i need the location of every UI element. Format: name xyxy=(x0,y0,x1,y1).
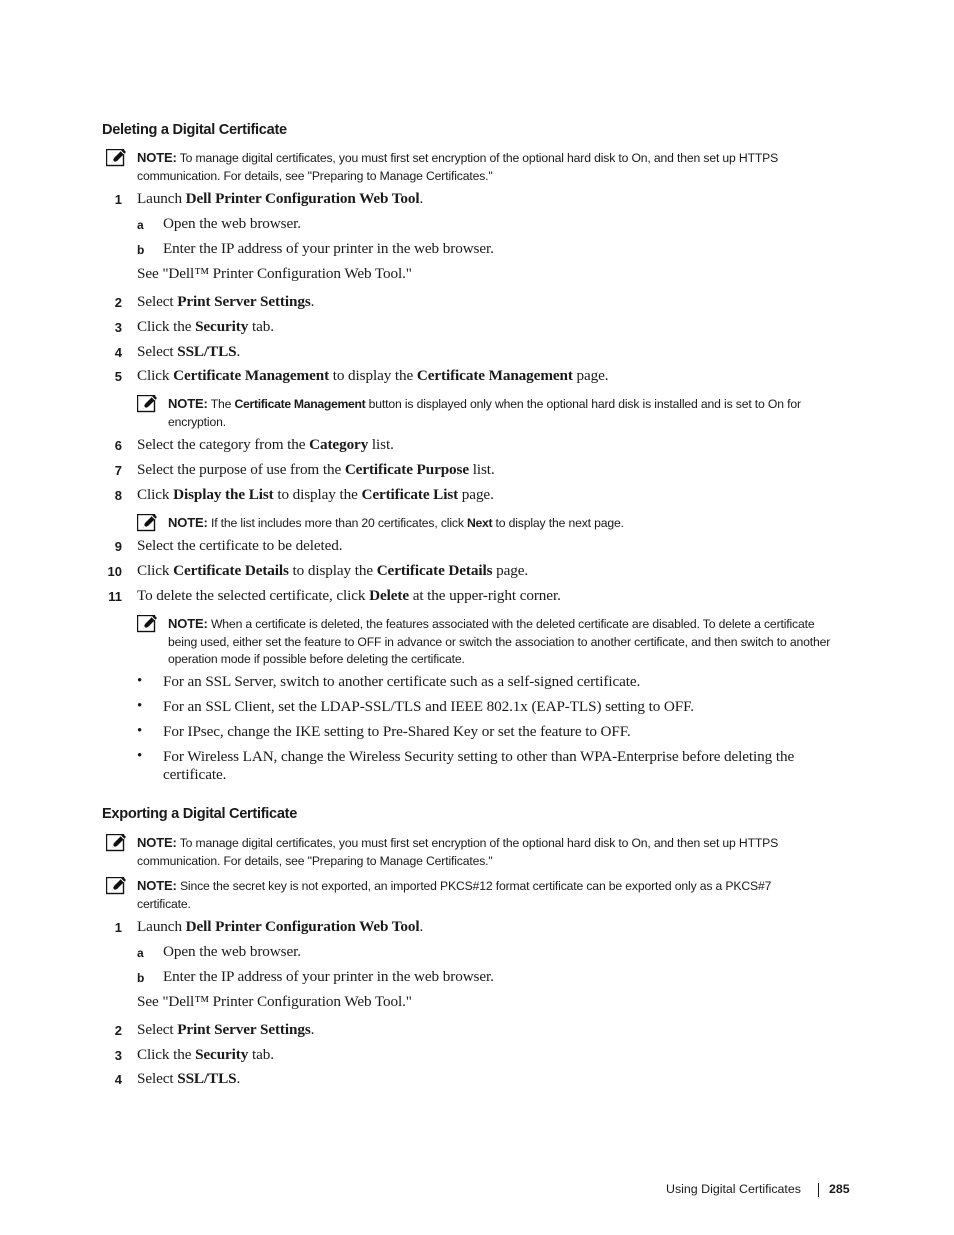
step-number: 4 xyxy=(114,1072,122,1087)
note-box xyxy=(137,149,827,185)
note-label: NOTE: xyxy=(168,396,208,411)
step-text: Select SSL/TLS. xyxy=(137,343,241,360)
substep-letter: a xyxy=(137,946,144,960)
substep-text: Enter the IP address of your printer in the web browser. xyxy=(163,240,494,257)
step-number: 1 xyxy=(114,920,122,935)
step-number: 5 xyxy=(114,369,122,384)
step-text: Select Print Server Settings. xyxy=(137,293,315,310)
note-label: NOTE: xyxy=(137,150,177,165)
step-text: Select the category from the Category list. xyxy=(137,436,394,453)
footer-separator xyxy=(818,1183,819,1197)
note-pencil-icon xyxy=(137,395,159,413)
step-text: To delete the selected certificate, click Delete at the upper-right corner. xyxy=(137,587,561,604)
step-text: Select the certificate to be deleted. xyxy=(137,537,343,554)
note-label: NOTE: xyxy=(168,616,208,631)
step-number: 1 xyxy=(114,192,122,207)
see-reference: See "Dell™ Printer Configuration Web Tool." xyxy=(137,265,412,282)
ui-term: Next xyxy=(467,516,493,530)
note-pencil-icon xyxy=(106,877,128,895)
page-number: 285 xyxy=(829,1182,850,1196)
step-number: 8 xyxy=(114,488,122,503)
step-text: Click Display the List to display the Certificate List page. xyxy=(137,486,494,503)
bullet-text: For an SSL Client, set the LDAP-SSL/TLS and IEEE 802.1x (EAP-TLS) setting to OFF. xyxy=(163,698,694,715)
substep-letter: b xyxy=(137,243,145,257)
note-pencil-icon xyxy=(106,149,128,167)
substep-text: Enter the IP address of your printer in the web browser. xyxy=(163,968,494,985)
step-text: Select Print Server Settings. xyxy=(137,1021,315,1038)
note-pencil-icon xyxy=(106,834,128,852)
step-number: 6 xyxy=(114,438,122,453)
note-box xyxy=(137,834,827,870)
step-text: Click the Security tab. xyxy=(137,318,274,335)
note-text: To manage digital certificates, you must first set encryption of the optional hard disk to On, and then set up HTTPS communication. For details, see "Preparing to Manage Certificates." xyxy=(137,151,779,183)
note-pencil-icon xyxy=(137,514,159,532)
bullet: • xyxy=(137,673,143,689)
step-number: 3 xyxy=(114,1048,122,1063)
step-text: Launch Dell Printer Configuration Web Tool. xyxy=(137,918,424,935)
note-label: NOTE: xyxy=(137,878,177,893)
note-text: To manage digital certificates, you must first set encryption of the optional hard disk to On, and then set up HTTPS communication. For details, see "Preparing to Manage Certificates." xyxy=(137,836,779,868)
note-pencil-icon xyxy=(137,615,159,633)
bullet: • xyxy=(137,748,143,764)
step-text: Click Certificate Details to display the Certificate Details page. xyxy=(137,562,529,579)
bullet-text: For IPsec, change the IKE setting to Pre-Shared Key or set the feature to OFF. xyxy=(163,723,631,740)
step-number: 2 xyxy=(114,1023,122,1038)
step-text: Select the purpose of use from the Certificate Purpose list. xyxy=(137,461,495,478)
note-text: Since the secret key is not exported, an imported PKCS#12 format certificate can be exported only as a PKCS#7 certificate. xyxy=(137,879,772,911)
step-number: 9 xyxy=(114,539,122,554)
note-box: NOTE: If the list includes more than 20 certificates, click Next to display the next page. xyxy=(168,515,624,530)
see-reference: See "Dell™ Printer Configuration Web Tool." xyxy=(137,993,412,1010)
bullet: • xyxy=(137,723,143,739)
bullet-text: For an SSL Server, switch to another certificate such as a self-signed certificate. xyxy=(163,673,641,690)
step-text: Click the Security tab. xyxy=(137,1046,274,1063)
step-text: Launch Dell Printer Configuration Web Tool. xyxy=(137,190,424,207)
section-heading-exporting: Exporting a Digital Certificate xyxy=(102,806,298,822)
substep-letter: a xyxy=(137,218,144,232)
step-number: 2 xyxy=(114,295,122,310)
note-box xyxy=(137,877,827,913)
step-number: 10 xyxy=(107,564,122,579)
ui-term: Certificate Management xyxy=(234,397,366,411)
note-label: NOTE: xyxy=(137,835,177,850)
note-label: NOTE: xyxy=(168,515,208,530)
note-text: When a certificate is deleted, the features associated with the deleted certificate are disabled. To delete a certificate being used, either set the feature to OFF in advance or switch the association to another certificate, and then switch to another operation mode if possible before deleting the certificate. xyxy=(168,617,831,666)
note-box: NOTE: The Certificate Management button is displayed only when the optional hard disk is installed and is set to On for encryption. xyxy=(168,396,801,429)
step-text: Click Certificate Management to display the Certificate Management page. xyxy=(137,367,609,384)
substep-letter: b xyxy=(137,971,145,985)
note-box xyxy=(168,615,844,669)
section-heading-deleting: Deleting a Digital Certificate xyxy=(102,122,287,138)
step-number: 3 xyxy=(114,320,122,335)
footer-title: Using Digital Certificates xyxy=(666,1182,801,1196)
step-number: 11 xyxy=(108,589,122,604)
bullet-text: For Wireless LAN, change the Wireless Security setting to other than WPA-Enterprise before deleting the certificate. xyxy=(163,748,795,783)
step-number: 7 xyxy=(114,463,122,478)
substep-text: Open the web browser. xyxy=(163,215,301,232)
step-text: Select SSL/TLS. xyxy=(137,1070,241,1087)
bullet: • xyxy=(137,698,143,714)
step-number: 4 xyxy=(114,345,122,360)
substep-text: Open the web browser. xyxy=(163,943,301,960)
